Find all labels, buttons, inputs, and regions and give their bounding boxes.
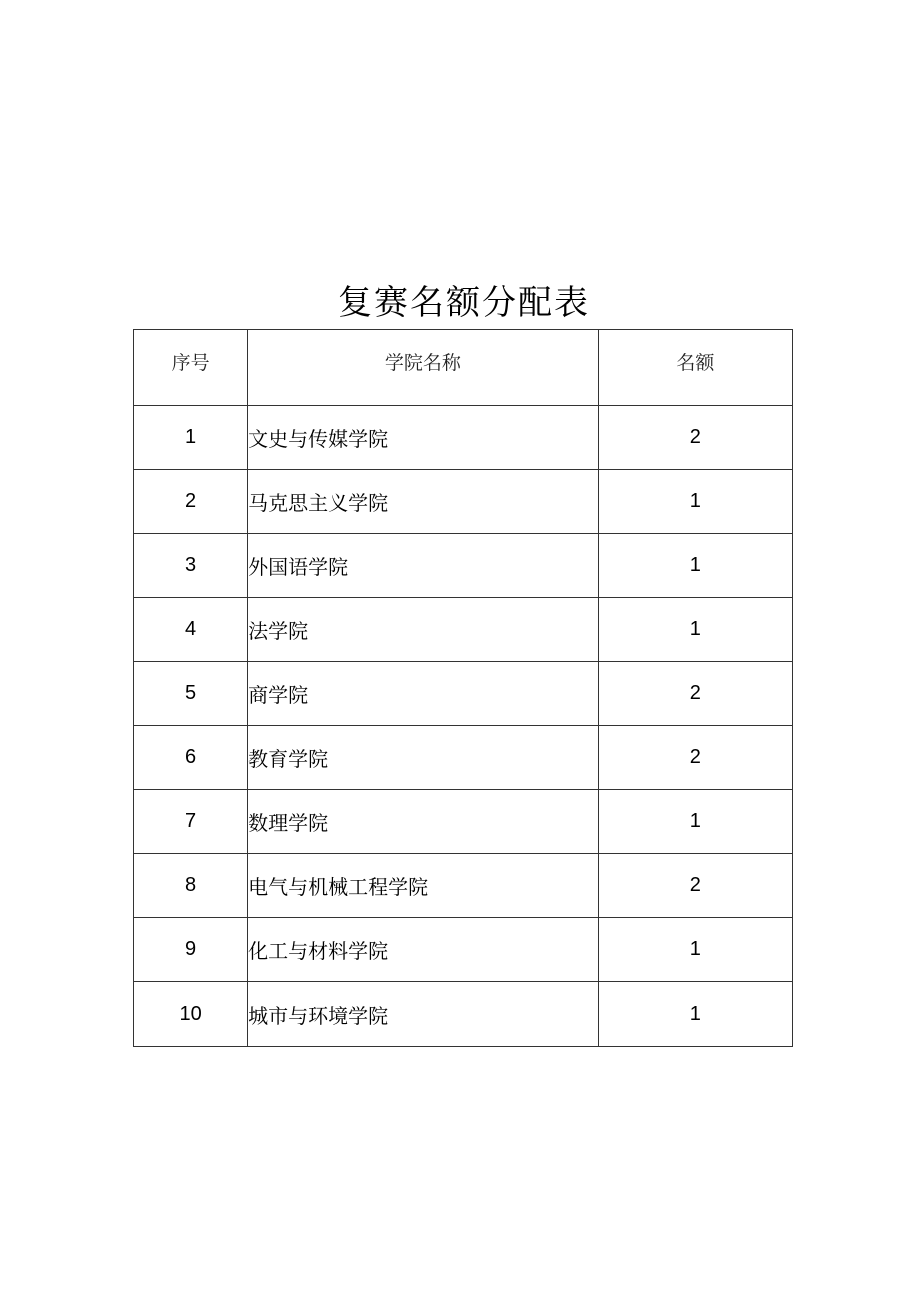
row-college: 电气与机械工程学院 — [248, 854, 599, 918]
table-row — [134, 406, 793, 470]
table-row — [134, 598, 793, 662]
row-index: 3 — [134, 534, 248, 598]
row-college: 文史与传媒学院 — [248, 406, 599, 470]
row-college: 马克思主义学院 — [248, 470, 599, 534]
table-row — [134, 662, 793, 726]
row-quota: 1 — [598, 918, 792, 982]
row-quota: 1 — [598, 534, 792, 598]
row-index: 5 — [134, 662, 248, 726]
row-index: 4 — [134, 598, 248, 662]
page-title: 复赛名额分配表 — [338, 283, 590, 323]
row-quota: 2 — [598, 406, 792, 470]
row-college: 法学院 — [248, 598, 599, 662]
header-index: 序号 — [134, 330, 248, 406]
row-college: 教育学院 — [248, 726, 599, 790]
row-index: 7 — [134, 790, 248, 854]
table-row — [134, 918, 793, 982]
table-row — [134, 726, 793, 790]
row-index: 2 — [134, 470, 248, 534]
table-header-row — [134, 330, 793, 406]
row-quota: 1 — [598, 982, 792, 1047]
table-row — [134, 534, 793, 598]
row-college: 商学院 — [248, 662, 599, 726]
row-index: 9 — [134, 918, 248, 982]
row-quota: 1 — [598, 598, 792, 662]
table-row — [134, 470, 793, 534]
header-college: 学院名称 — [248, 330, 599, 406]
row-index: 1 — [134, 406, 248, 470]
table-row — [134, 982, 793, 1047]
row-quota: 1 — [598, 470, 792, 534]
row-index: 6 — [134, 726, 248, 790]
row-quota: 1 — [598, 790, 792, 854]
row-college: 化工与材料学院 — [248, 918, 599, 982]
row-quota: 2 — [598, 662, 792, 726]
row-index: 8 — [134, 854, 248, 918]
row-quota: 2 — [598, 726, 792, 790]
quota-table — [133, 329, 793, 1047]
row-index: 10 — [134, 982, 248, 1047]
header-quota: 名额 — [598, 330, 792, 406]
row-college: 外国语学院 — [248, 534, 599, 598]
row-college: 城市与环境学院 — [248, 982, 599, 1047]
table-row — [134, 790, 793, 854]
table-row — [134, 854, 793, 918]
row-quota: 2 — [598, 854, 792, 918]
row-college: 数理学院 — [248, 790, 599, 854]
